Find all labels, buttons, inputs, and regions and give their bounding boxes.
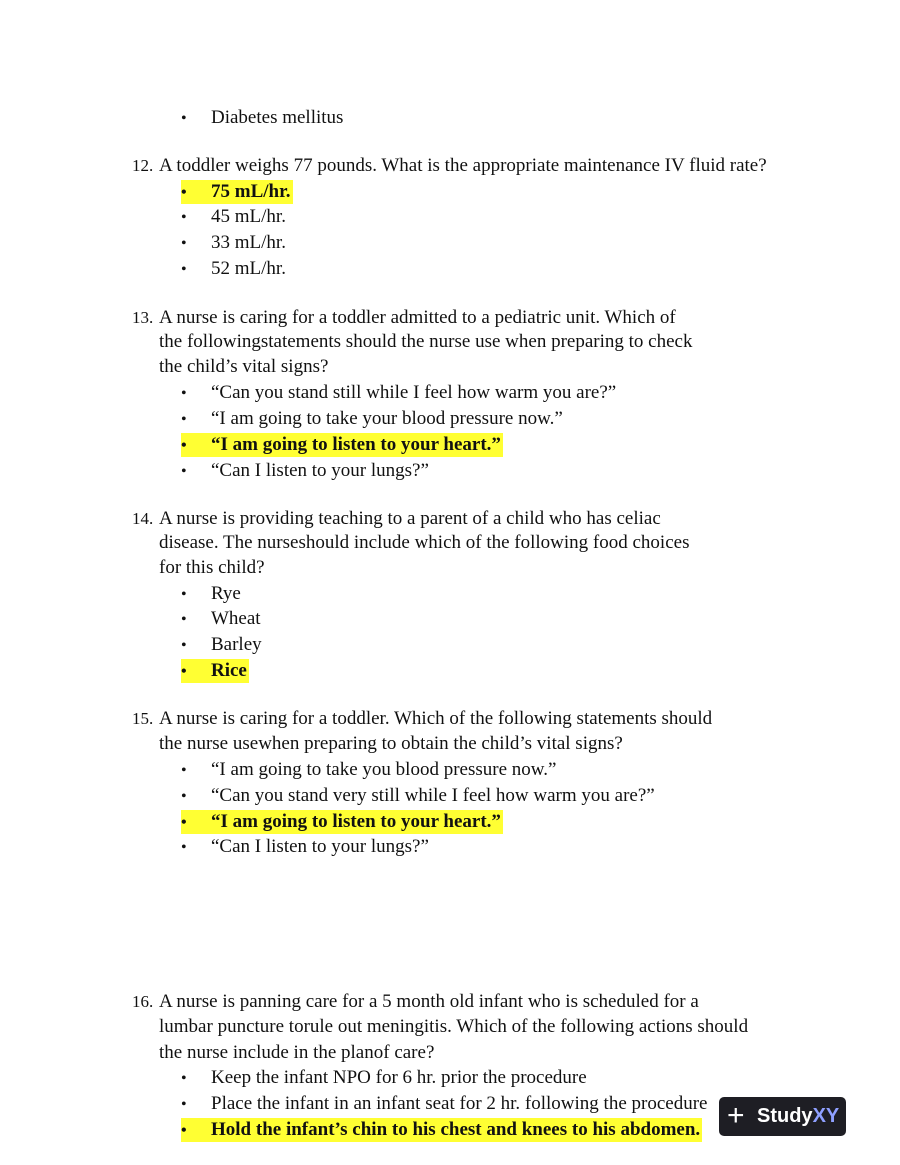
bullet-icon: • [181,463,187,480]
bullet-icon: • [181,437,187,454]
q14-option-3: • Barley [181,633,262,657]
bullet-icon: • [181,261,187,278]
studyxy-watermark[interactable] [719,1097,846,1136]
q15-option-4: • “Can I listen to your lungs?” [181,835,429,859]
bullet-icon: • [181,385,187,402]
bullet-icon: • [181,637,187,654]
bullet-icon: • [181,663,187,680]
q13-stem-line-3: the child’s vital signs? [159,356,329,377]
q16-option-1: • Keep the infant NPO for 6 hr. prior the procedure [181,1066,587,1090]
q15-stem-line-1: A nurse is caring for a toddler. Which of the following statements should [159,708,713,729]
q15-number: 15. [132,709,154,728]
q14-option-2: • Wheat [181,607,261,631]
q14-stem-line-1: A nurse is providing teaching to a parent of a child who has celiac [159,508,661,529]
q15-option-3-correct: • “I am going to listen to your heart.” [181,810,503,834]
q14-stem-line-2: disease. The nurseshould include which of the following food choices [159,532,690,553]
q13-option-4: • “Can I listen to your lungs?” [181,459,429,483]
q12-option-1-correct: • 75 mL/hr. [181,180,293,204]
q13-number: 13. [132,308,154,327]
bullet-icon: • [181,839,187,856]
q12-option-3: • 33 mL/hr. [181,231,286,255]
q15-option-2: • “Can you stand very still while I feel how warm you are?” [181,784,655,808]
bullet-icon: • [181,1096,187,1113]
plus-icon: + [727,1099,745,1132]
bullet-icon: • [181,411,187,428]
q12-option-2: • 45 mL/hr. [181,205,286,229]
q16-stem-line-2: lumbar puncture torule out meningitis. Which of the following actions should [159,1016,749,1037]
q16-number: 16. [132,992,154,1011]
q16-stem-line-1: A nurse is panning care for a 5 month old infant who is scheduled for a [159,991,699,1012]
q16-option-2: • Place the infant in an infant seat for 2 hr. following the procedure [181,1092,707,1116]
watermark-brand: StudyXY [757,1105,840,1127]
q11-option-1: • Diabetes mellitus [181,106,343,130]
bullet-icon: • [181,1122,187,1139]
q14-option-4-correct: • Rice [181,659,249,683]
q13-stem-line-1: A nurse is caring for a toddler admitted to a pediatric unit. Which of [159,307,676,328]
q15-stem-line-2: the nurse usewhen preparing to obtain the child’s vital signs? [159,733,623,754]
bullet-icon: • [181,788,187,805]
q12-number: 12. [132,156,154,175]
bullet-icon: • [181,1070,187,1087]
q13-option-3-correct: • “I am going to listen to your heart.” [181,433,503,457]
q15-option-1: • “I am going to take you blood pressure now.” [181,758,556,782]
q14-stem-line-3: for this child? [159,557,265,578]
q12-stem-line-1: A toddler weighs 77 pounds. What is the appropriate maintenance IV fluid rate? [159,155,767,176]
q16-stem-line-3: the nurse include in the planof care? [159,1042,435,1063]
q13-option-1: • “Can you stand still while I feel how warm you are?” [181,381,616,405]
q14-option-1: • Rye [181,582,241,606]
q12-option-4: • 52 mL/hr. [181,257,286,281]
q13-option-2: • “I am going to take your blood pressure now.” [181,407,563,431]
q13-stem-line-2: the followingstatements should the nurse use when preparing to check [159,331,693,352]
bullet-icon: • [181,110,187,127]
q14-number: 14. [132,509,154,528]
q16-option-3-correct: • Hold the infant’s chin to his chest and knees to his abdomen. [181,1118,702,1142]
bullet-icon: • [181,611,187,628]
bullet-icon: • [181,586,187,603]
bullet-icon: • [181,814,187,831]
bullet-icon: • [181,235,187,252]
bullet-icon: • [181,762,187,779]
bullet-icon: • [181,184,187,201]
bullet-icon: • [181,209,187,226]
